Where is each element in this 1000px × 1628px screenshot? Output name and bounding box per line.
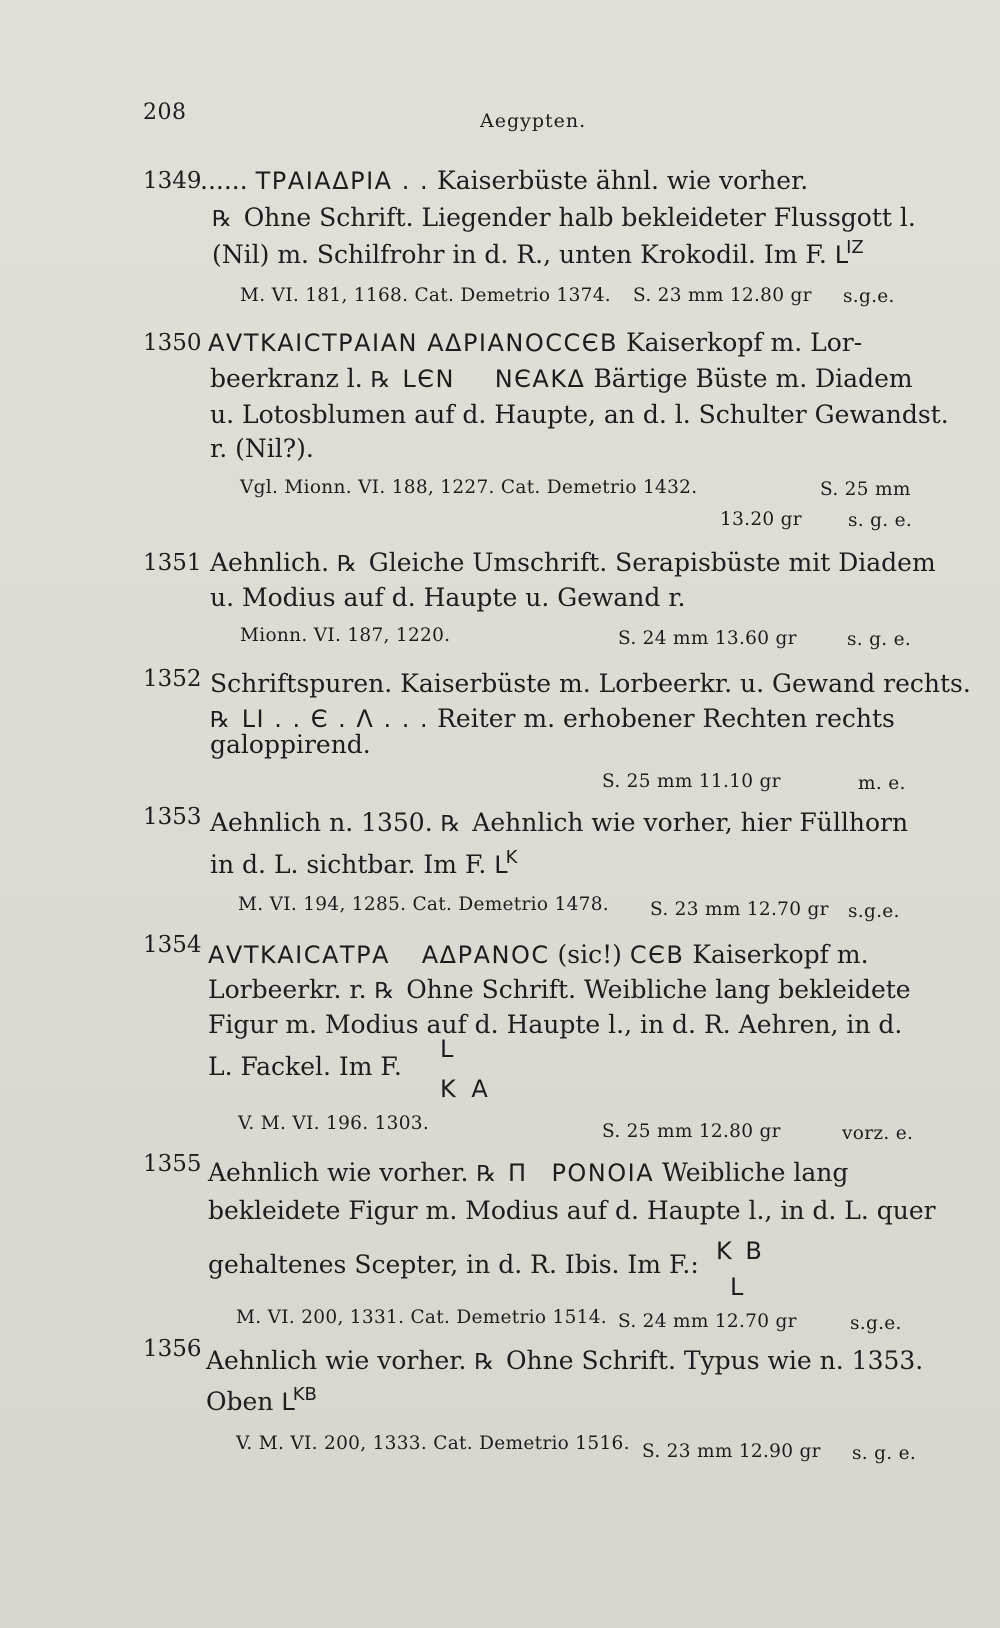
entry-line [212,203,916,235]
entry-line [200,166,808,196]
reverse-symbol: ℞ [374,979,395,1004]
greek-legend: LΙ . . Є . Λ . . . [241,705,430,733]
entry-number: 1352 [143,666,202,692]
ellipsis-text: ...... [200,166,248,195]
reference-line [240,284,611,308]
reverse-symbol: ℞ [337,552,357,577]
entry-line [206,1384,317,1420]
greek-legend: ΤΡΑΙΑΔΡΙΑ . . [255,167,430,195]
description-text: gehaltenes Scepter, in d. R. Ibis. Im F.: [208,1250,699,1279]
sic-note: (sic!) [557,940,622,969]
reference-text: M. VI. 194, 1285. Cat. Demetrio 1478. [238,894,609,915]
entry-line [210,847,518,883]
field-mark: L [834,241,849,269]
description-text: Kaiserbüste ähnl. wie vorher. [437,166,809,195]
description-text: Aehnlich. [210,548,330,577]
measurements: S. 23 mm 12.80 gr [633,285,812,306]
field-mark: L [494,851,508,879]
description-text: Gleiche Umschrift. Serapisbüste mit Diadem [368,548,936,577]
entry-line [210,364,913,396]
description-text: Ohne Schrift. Weibliche lang bekleidete [406,975,911,1004]
reference-text: M. VI. 200, 1331. Cat. Demetrio 1514. [236,1307,607,1328]
description-text: L. Fackel. Im F. [208,1052,402,1081]
measurements: S. 24 mm 12.70 gr [618,1311,797,1332]
description-text: Ohne Schrift. Liegender halb bekleideter Flussgott l. [243,203,916,232]
greek-legend: ΝЄΑΚΔ [494,365,586,393]
measurements: S. 25 mm [820,479,911,500]
reference-text: Mionn. VI. 187, 1220. [240,625,451,646]
field-mark-superscript: IZ [846,237,864,258]
description-text: Aehnlich wie vorher, hier Füllhorn [472,808,909,837]
description-text: Ohne Schrift. Typus wie n. 1353. [506,1346,924,1375]
reverse-symbol: ℞ [476,1162,497,1187]
entry-line [206,1346,923,1378]
description-text: Bärtige Büste m. Diadem [593,364,913,393]
description-text: Aehnlich n. 1350. [210,808,433,837]
measurements: S. 23 mm 12.70 gr [650,899,829,920]
condition: vorz. e. [842,1123,914,1144]
entry-number: 1351 [143,550,202,576]
measurements: S. 24 mm 13.60 gr [618,628,797,649]
condition: s.g.e. [848,901,900,922]
reference-text: V. M. VI. 196. 1303. [238,1113,430,1134]
reverse-symbol: ℞ [370,368,391,393]
entry-line [208,940,869,970]
weight: 13.20 gr [720,509,802,530]
description-text: Aehnlich wie vorher. [206,1346,467,1375]
description-text: Schriftspuren. Kaiserbüste m. Lorbeerkr. u. Gewand rechts. [210,669,971,698]
description-text: r. (Nil?). [210,434,314,463]
reverse-symbol: ℞ [210,708,230,733]
page-number: 208 [143,100,187,125]
description-text: beerkranz l. [210,364,363,393]
entry-number: 1353 [143,804,202,830]
entry-line [208,328,862,358]
greek-legend: Π [508,1159,528,1187]
field-mark: Κ Α [440,1075,492,1103]
condition: s.g.e. [850,1313,902,1334]
description-text: Figur m. Modius auf d. Haupte l., in d. R. Aehren, in d. [208,1010,903,1039]
description-text: in d. L. sichtbar. Im F. [210,850,487,879]
entry-line [212,237,864,273]
entry-line [208,975,911,1007]
reverse-symbol: ℞ [474,1350,495,1375]
reference-text: V. M. VI. 200, 1333. Cat. Demetrio 1516. [236,1433,630,1454]
entry-number: 1350 [143,330,202,356]
entry-number: 1355 [143,1151,202,1177]
entry-number: 1354 [143,932,202,958]
field-mark-superscript: ΚΒ [292,1384,317,1405]
description-text: Kaiserkopf m. Lor- [625,328,863,357]
greek-legend: ΡΟΝΟΙΑ [551,1159,655,1187]
reverse-symbol: ℞ [440,812,461,837]
description-text: (Nil) m. Schilfrohr in d. R., unten Krokodil. Im F. [212,240,827,269]
greek-legend: ΑVΤΚΑΙCΑΤΡΑ [208,941,390,969]
description-text: Aehnlich wie vorher. [208,1158,469,1187]
measurements: S. 25 mm 11.10 gr [602,771,781,792]
entry-number: 1356 [143,1336,202,1362]
entry-line [210,548,936,580]
measurements: S. 25 mm 12.80 gr [602,1121,781,1142]
greek-legend: ΑΔΡΑΝΟC [421,941,550,969]
field-mark-superscript: K [505,847,518,868]
entry-line [208,1158,848,1190]
condition: s.g.e. [843,286,895,307]
description-text: u. Modius auf d. Haupte u. Gewand r. [210,583,686,612]
running-title: Aegypten. [480,110,587,132]
description-text: u. Lotosblumen auf d. Haupte, an d. l. Schulter Gewandst. [210,400,949,429]
field-mark: L [440,1035,454,1063]
description-text: Reiter m. erhobener Rechten rechts [437,704,895,733]
reference-text: M. VI. 181, 1168. Cat. Demetrio 1374. [240,285,611,306]
description-text: Lorbeerkr. r. [208,975,367,1004]
description-text: Weibliche lang [662,1158,849,1187]
greek-legend: LЄΝ [402,365,455,393]
condition: s. g. e. [852,1443,917,1464]
condition: s. g. e. [848,510,913,531]
field-mark: L [281,1388,295,1416]
reverse-symbol: ℞ [212,207,232,232]
description-text: galoppirend. [210,730,371,759]
measurements: S. 23 mm 12.90 gr [642,1441,821,1462]
description-text: bekleidete Figur m. Modius auf d. Haupte l., in d. L. quer [208,1196,936,1225]
condition: m. e. [858,773,906,794]
entry-line [210,808,908,840]
greek-legend: ΑVΤΚΑΙCΤΡΑΙΑΝ ΑΔΡΙΑΝΟCCЄΒ [208,329,619,357]
field-mark: Κ Β [716,1237,765,1265]
description-text: Oben [206,1387,274,1416]
reference-text: Vgl. Mionn. VI. 188, 1227. Cat. Demetrio 1432. [240,477,698,498]
greek-legend: CЄΒ [629,941,685,969]
field-mark: L [730,1273,744,1301]
description-text: Kaiserkopf m. [692,940,869,969]
entry-number: 1349 [143,168,202,194]
condition: s. g. e. [847,629,912,650]
